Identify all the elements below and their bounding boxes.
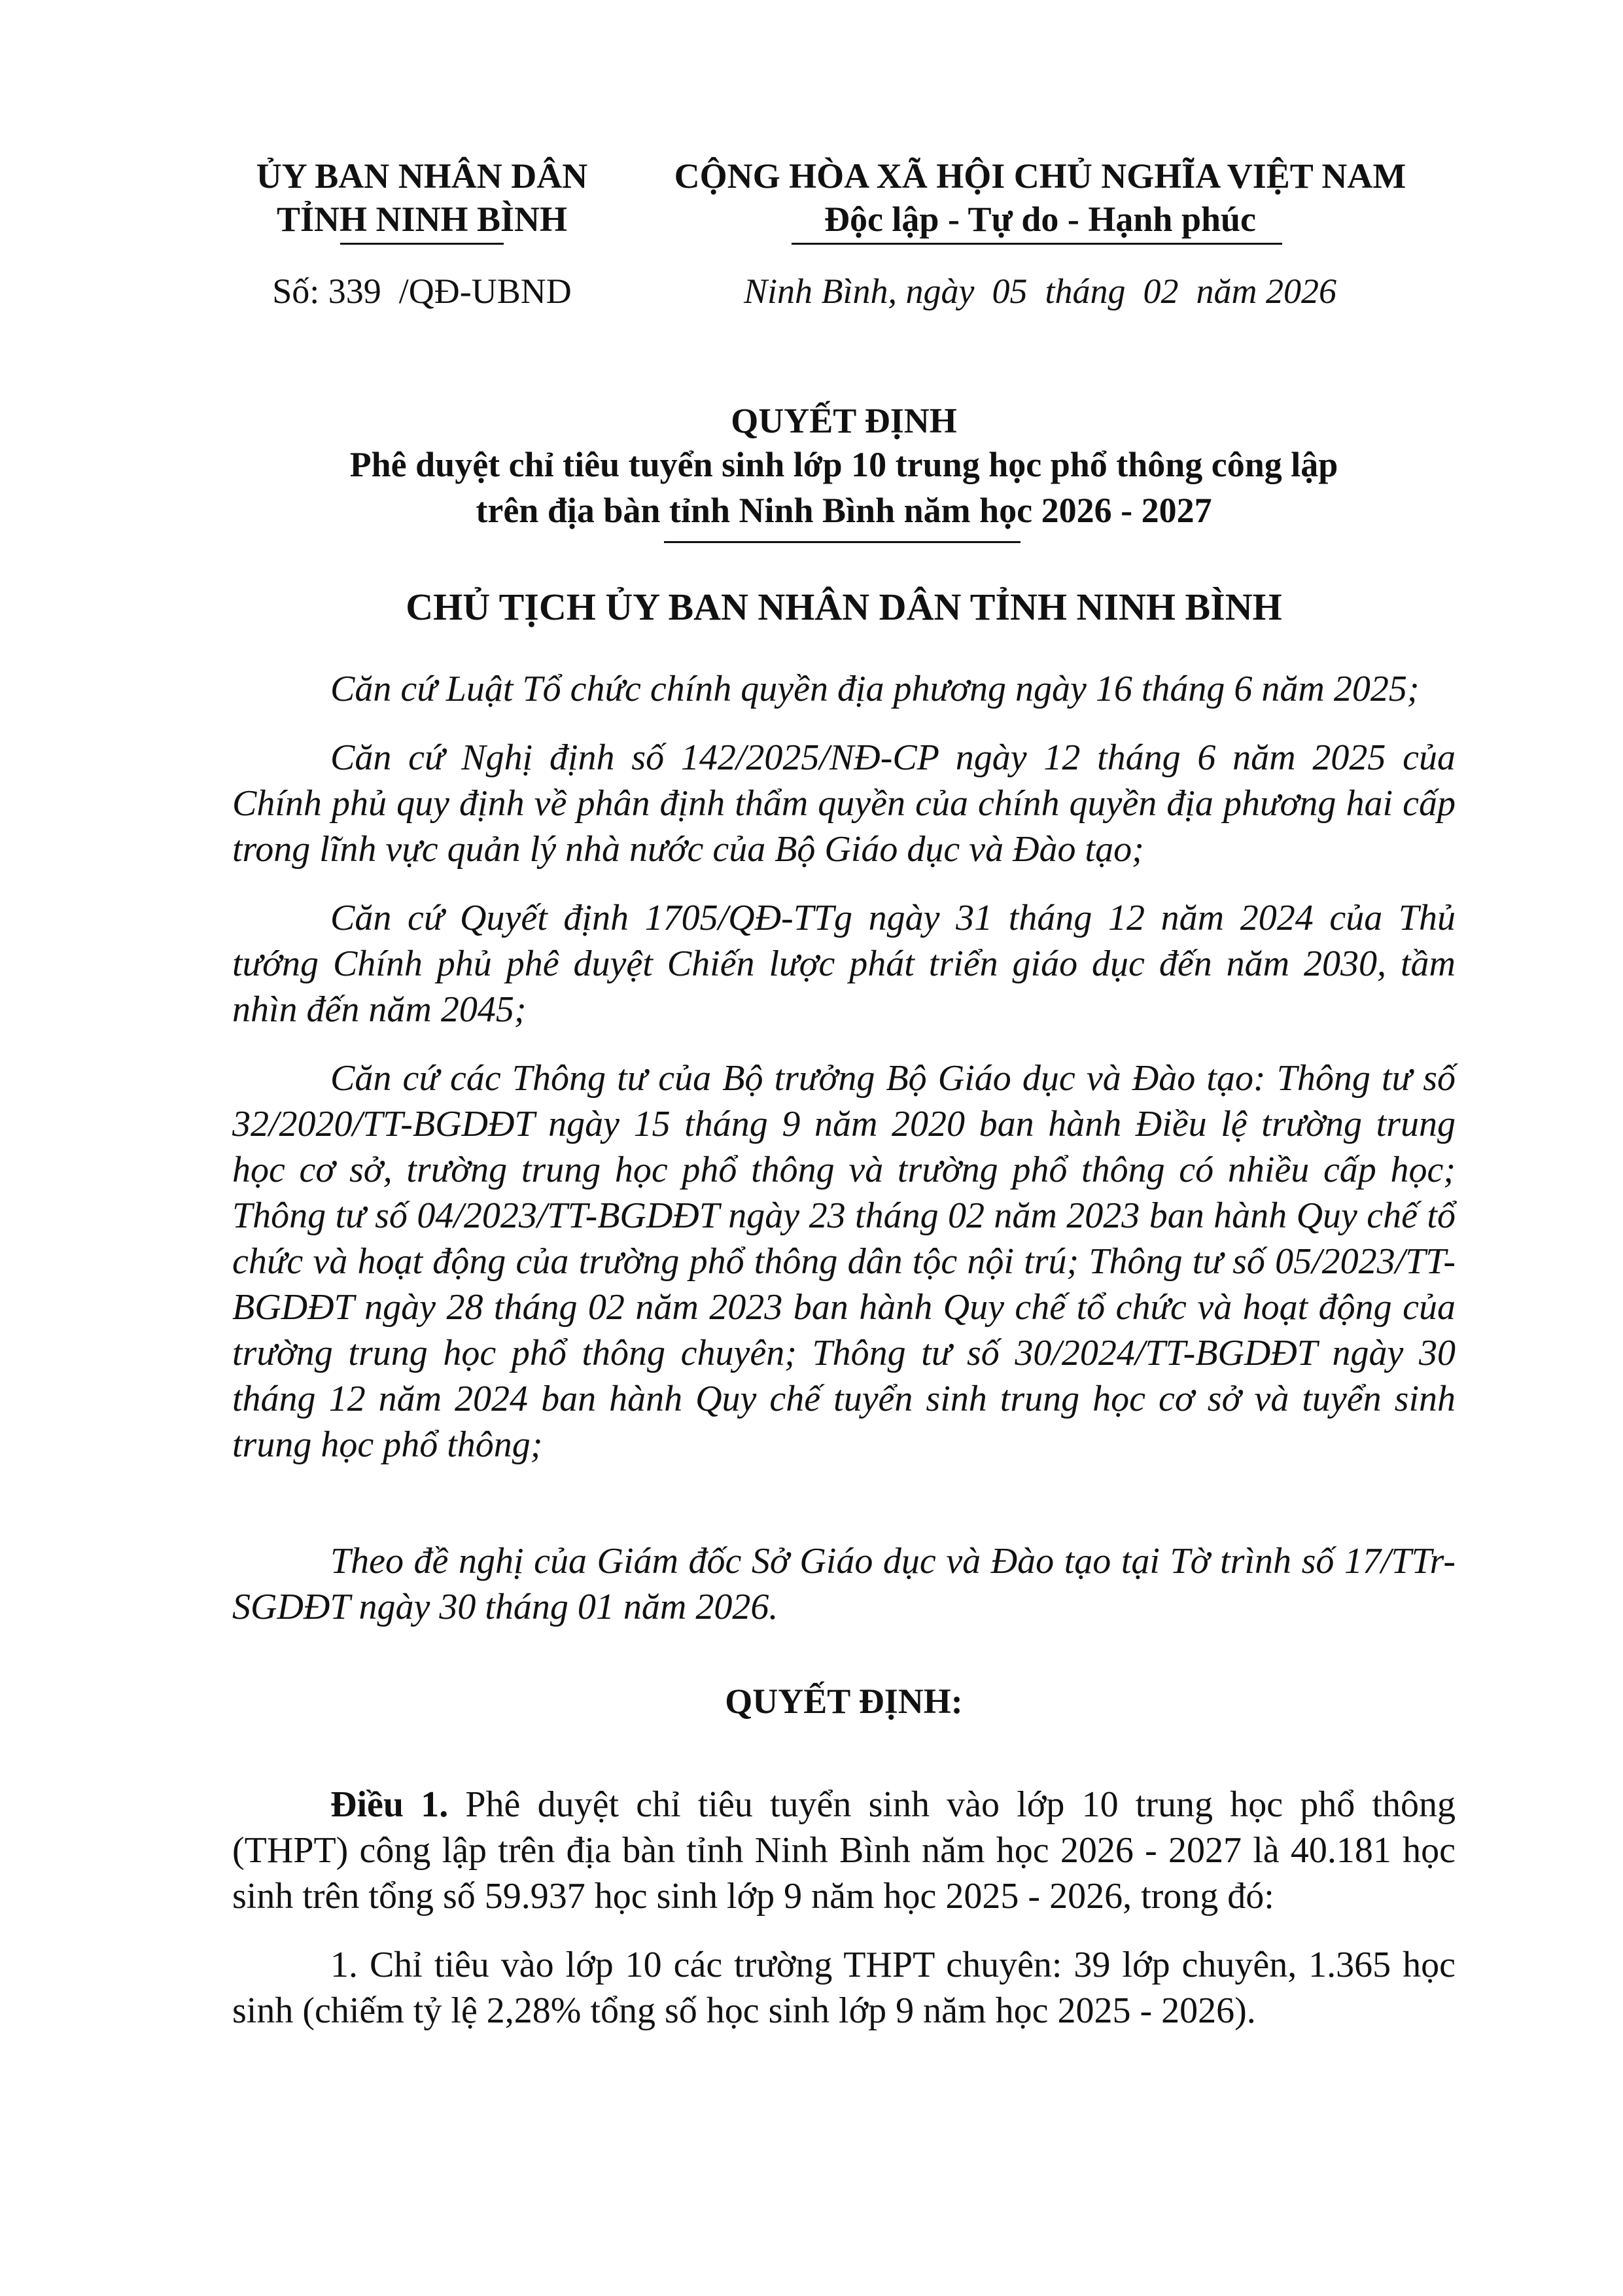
- doc-number: Số: 339 /QĐ-UBND: [272, 272, 572, 311]
- basis-paragraph: Theo đề nghị của Giám đốc Sở Giáo dục và Đào tạo tại Tờ trình số 17/TTr-SGDĐT ngày 30 tháng 01 năm 2026.: [232, 1541, 1456, 1627]
- article-1-label: Điều 1.: [330, 1784, 449, 1825]
- national-motto: [648, 154, 1433, 241]
- decision-heading: QUYẾT ĐỊNH:: [725, 1682, 963, 1721]
- place-date: Ninh Bình, ngày 05 tháng 02 năm 2026: [744, 272, 1336, 311]
- issuing-authority: CHỦ TỊCH ỦY BAN NHÂN DÂN TỈNH NINH BÌNH: [406, 586, 1282, 628]
- doc-subject-line2: trên địa bàn tỉnh Ninh Bình năm học 2026 - 2027: [476, 491, 1212, 530]
- basis-paragraph: Căn cứ các Thông tư của Bộ trưởng Bộ Giáo dục và Đào tạo: Thông tư số 32/2020/TT-BGDĐT ngày 15 tháng 9 năm 2020 ban hành Điều lệ trường trung học cơ sở, trường trung học phổ thông và trường phổ thông có nhiều cấp học; Thông tư số 04/2023/TT-BGDĐT ngày 23 tháng 02 năm 2023 ban hành Quy chế tổ chức và hoạt động của trường phổ thông dân tộc nội trú; Thông tư số 05/2023/TT-BGDĐT ngày 28 tháng 02 năm 2023 ban hành Quy chế tổ chức và hoạt động của trường trung học phổ thông chuyên; Thông tư số 30/2024/TT-BGDĐT ngày 30 tháng 12 năm 2024 ban hành Quy chế tuyển sinh trung học cơ sở và tuyển sinh trung học phổ thông;: [232, 1058, 1456, 1465]
- agency-line1: ỦY BAN NHÂN DÂN: [256, 156, 588, 196]
- basis-paragraph: Căn cứ Nghị định số 142/2025/NĐ-CP ngày 12 tháng 6 năm 2025 của Chính phủ quy định về phân định thẩm quyền của chính quyền địa phương hai cấp trong lĩnh vực quản lý nhà nước của Bộ Giáo dục và Đào tạo;: [232, 737, 1456, 870]
- agency-underline: [340, 243, 504, 245]
- nation-line1: CỘNG HÒA XÃ HỘI CHỦ NGHĨA VIỆT NAM: [674, 156, 1406, 196]
- article-1: [232, 1782, 1456, 1919]
- motto-underline: [792, 243, 1282, 245]
- doc-title: QUYẾT ĐỊNH: [731, 401, 957, 440]
- nation-line2: Độc lập - Tự do - Hạnh phúc: [824, 200, 1257, 239]
- title-underline: [664, 541, 1021, 543]
- basis-paragraph: Căn cứ Quyết định 1705/QĐ-TTg ngày 31 tháng 12 năm 2024 của Thủ tướng Chính phủ phê duyệt Chiến lược phát triển giáo dục đến năm 2030, tầm nhìn đến năm 2045;: [232, 898, 1456, 1030]
- article-1-text: Phê duyệt chỉ tiêu tuyển sinh vào lớp 10 trung học phổ thông (THPT) công lập trên địa bàn tỉnh Ninh Bình năm học 2026 - 2027 là 40.181 học sinh trên tổng số 59.937 học sinh lớp 9 năm học 2025 - 2026, trong đó:: [232, 1784, 1456, 1916]
- agency-line2: TỈNH NINH BÌNH: [276, 200, 568, 239]
- article-1-item-1: 1. Chỉ tiêu vào lớp 10 các trường THPT chuyên: 39 lớp chuyên, 1.365 học sinh (chiếm tỷ lệ 2,28% tổng số học sinh lớp 9 năm học 2025 - 2026).: [232, 1945, 1456, 2031]
- doc-subject-line1: Phê duyệt chỉ tiêu tuyển sinh lớp 10 trung học phổ thông công lập: [349, 445, 1338, 484]
- basis-paragraph: Căn cứ Luật Tổ chức chính quyền địa phương ngày 16 tháng 6 năm 2025;: [330, 669, 1420, 709]
- agency-name: [249, 154, 595, 241]
